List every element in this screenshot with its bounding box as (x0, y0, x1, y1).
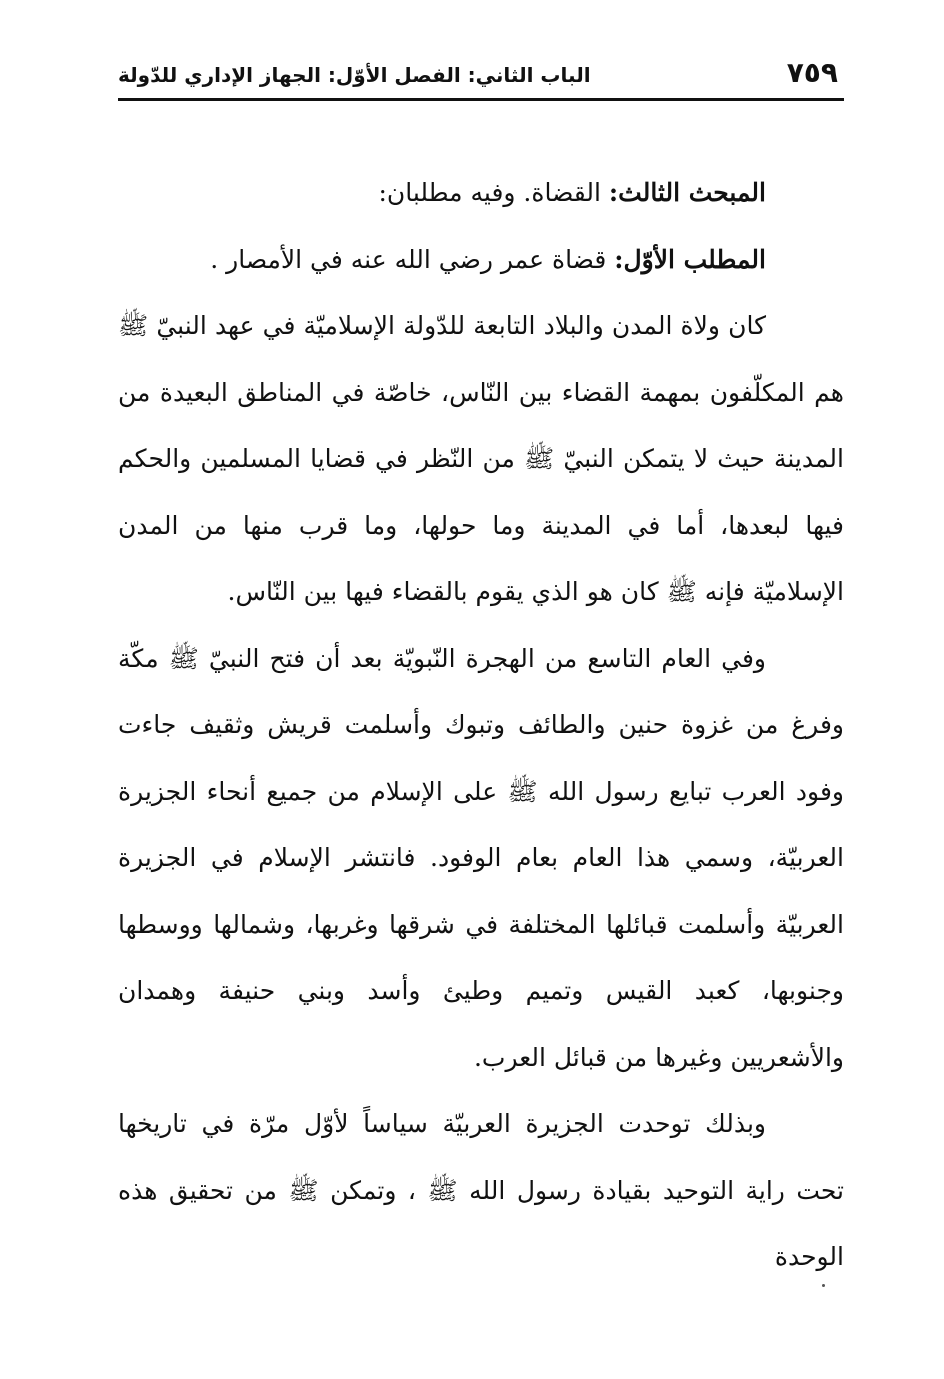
page-header (118, 56, 842, 100)
paragraph-3: وبذلك توحدت الجزيرة العربيّة سياساً لأوّل مرّة في تاريخها تحت راية التوحيد بقيادة رسول الله ﷺ ، وتمكن ﷺ من تحقيق هذه الوحدة (118, 1109, 844, 1271)
page-number: ٧٥٩ (786, 56, 838, 89)
running-title: الباب الثاني: الفصل الأوّل: الجهاز الإداري للدّولة (118, 63, 591, 87)
paragraph-1: كان ولاة المدن والبلاد التابعة للدّولة الإسلاميّة في عهد النبيّ ﷺ هم المكلّفون بمهمة القضاء بين النّاس، خاصّة في المناطق البعيدة من المدينة حيث لا يتمكن النبيّ ﷺ من النّظر في قضايا المسلمين والحكم فيها لبعدها، أما في المدينة وما حولها، وما قرب منها من المدن الإسلاميّة فإنه ﷺ كان هو الذي يقوم بالقضاء فيها بين النّاس. (118, 311, 844, 606)
section-title: القضاة. وفيه مطلبان: (378, 178, 609, 207)
subsection-heading (118, 227, 844, 294)
subsection-label: المطلب الأوّل: (614, 244, 766, 274)
page-body (118, 160, 844, 1291)
header-rule (118, 98, 844, 101)
subsection-title: قضاة عمر رضي الله عنه في الأمصار . (210, 244, 615, 274)
section-label: المبحث الثالث: (608, 178, 766, 207)
section-heading (118, 160, 844, 227)
scan-speck (822, 1284, 825, 1287)
paragraph-2: وفي العام التاسع من الهجرة النّبويّة بعد أن فتح النبيّ ﷺ مكّة وفرغ من غزوة حنين والطائف وتبوك وأسلمت قريش وثقيف جاءت وفود العرب تبايع رسول الله ﷺ على الإسلام من جميع أنحاء الجزيرة العربيّة، وسمي هذا العام بعام الوفود. فانتشر الإسلام في الجزيرة العربيّة وأسلمت قبائلها المختلفة في شرقها وغربها، وشمالها ووسطها وجنوبها، كعبد القيس وتميم وطيئ وأسد وبني حنيفة وهمدان والأشعريين وغيرها من قبائل العرب. (118, 643, 844, 1072)
